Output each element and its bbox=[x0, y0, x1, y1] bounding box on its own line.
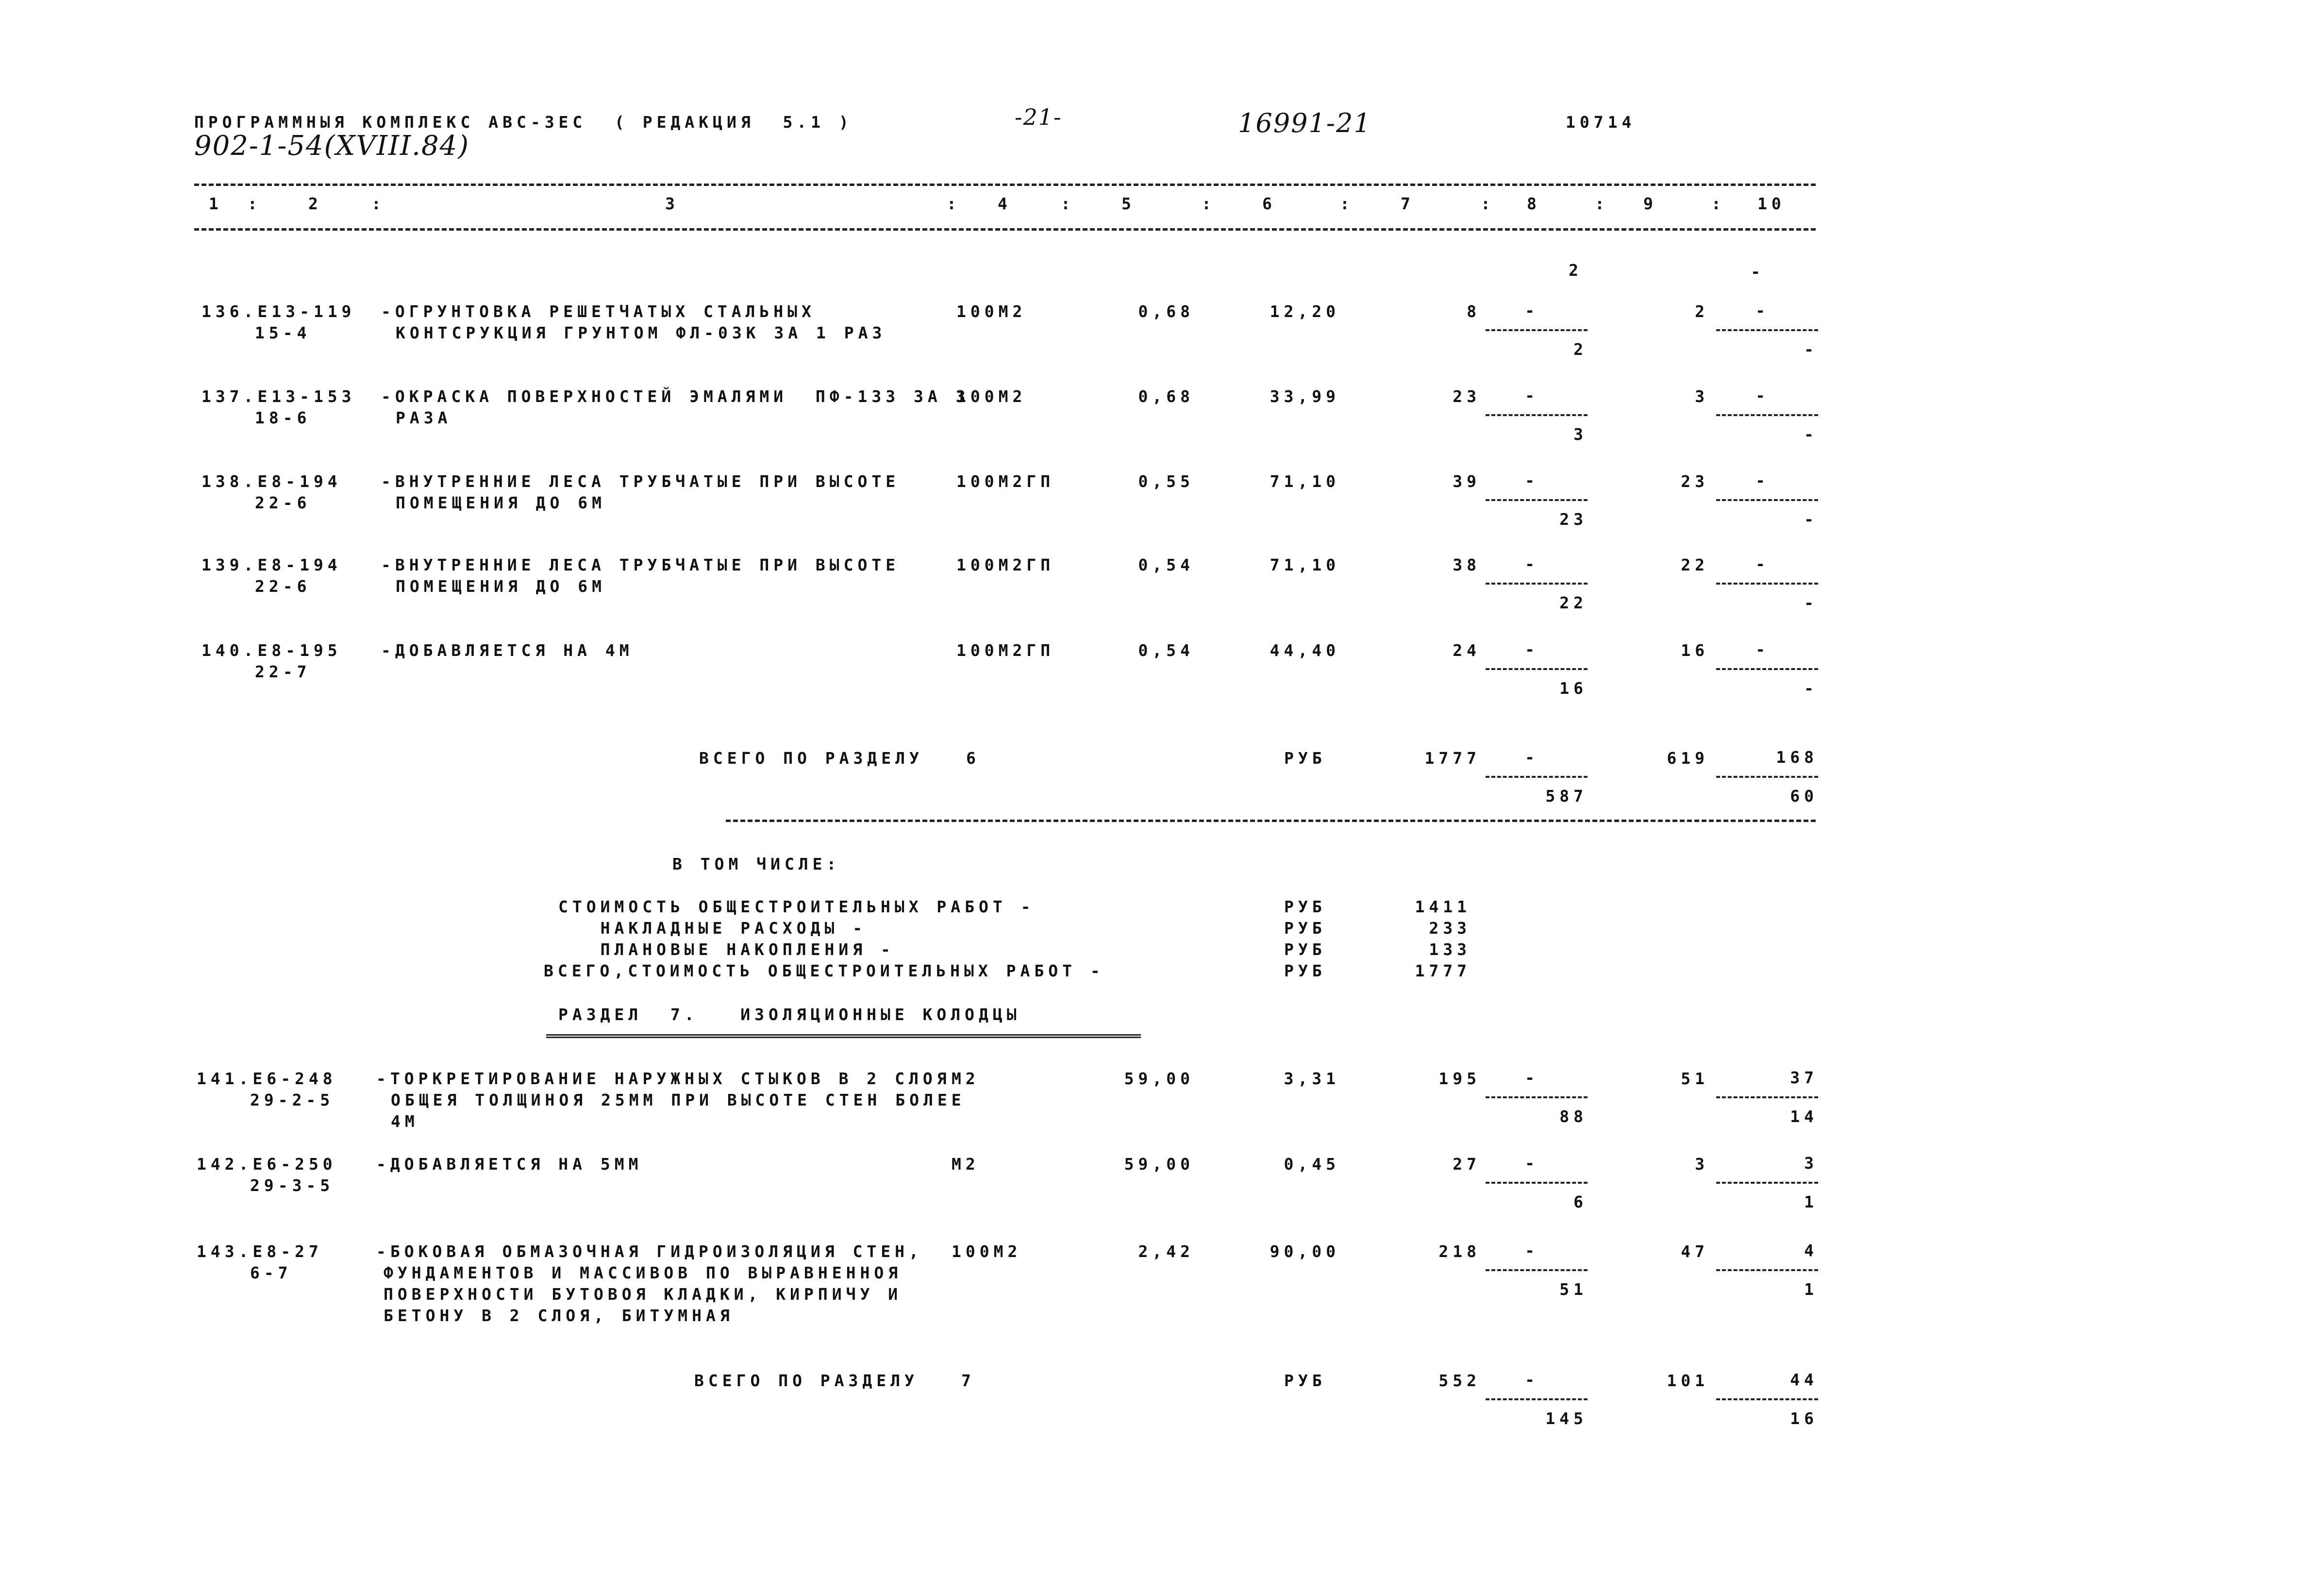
row-c10-top: - bbox=[1756, 301, 1770, 320]
row-c8-top: - bbox=[1525, 471, 1539, 490]
carry-c8: 2 bbox=[1569, 261, 1583, 280]
total-c8-bar bbox=[1486, 776, 1588, 778]
row-desc: -ТОРКРЕТИРОВАНИЕ НАРУЖНЫХ СТЫКОВ В 2 СЛОЯ bbox=[376, 1069, 951, 1088]
breakdown-label: ПЛАНОВЫЕ НАКОПЛЕНИЯ - bbox=[558, 940, 895, 959]
breakdown-value: 1411 bbox=[1415, 897, 1471, 916]
row-subcode: 29-3-5 bbox=[250, 1176, 334, 1195]
row-c7: 38 bbox=[1453, 555, 1481, 574]
row-c10-bottom: 1 bbox=[1804, 1192, 1818, 1211]
row-price: 71,10 bbox=[1270, 555, 1340, 574]
row-code: 141.Е6-248 bbox=[197, 1069, 337, 1088]
row-unit: М2 bbox=[952, 1069, 980, 1088]
breakdown-unit: РУБ bbox=[1284, 897, 1326, 916]
row-c10-top: - bbox=[1756, 640, 1770, 659]
row-c7: 39 bbox=[1453, 472, 1481, 491]
total-label: ВСЕГО ПО РАЗДЕЛУ bbox=[699, 749, 923, 768]
row-unit: 100М2ГП bbox=[956, 472, 1055, 491]
row-c7: 23 bbox=[1453, 387, 1481, 406]
row-price: 33,99 bbox=[1270, 387, 1340, 406]
row-qty: 0,55 bbox=[1138, 472, 1194, 491]
row-unit: 100М2 bbox=[956, 387, 1027, 406]
row-desc: -ОГРУНТОВКА РЕШЕТЧАТЫХ СТАЛЬНЫХ bbox=[381, 302, 816, 321]
row-c8 bbox=[1486, 1068, 1588, 1131]
row-c10 bbox=[1716, 1154, 1818, 1217]
col-4: 4 bbox=[998, 194, 1012, 213]
breakdown-label: НАКЛАДНЫЕ РАСХОДЫ - bbox=[558, 919, 867, 938]
row-desc: РАЗА bbox=[396, 408, 452, 427]
row-desc: -ВНУТРЕННИЕ ЛЕСА ТРУБЧАТЫЕ ПРИ ВЫСОТЕ bbox=[381, 472, 900, 491]
row-code: 142.Е6-250 bbox=[197, 1155, 337, 1174]
row-c8-bottom: 16 bbox=[1559, 679, 1588, 698]
total-c8-top: - bbox=[1525, 1370, 1539, 1389]
row-desc: КОНТСРУКЦИЯ ГРУНТОМ ФЛ-03К ЗА 1 РАЗ bbox=[396, 323, 886, 342]
row-desc: БЕТОНУ В 2 СЛОЯ, БИТУМНАЯ bbox=[384, 1306, 734, 1325]
col-sep: : bbox=[371, 194, 385, 213]
row-qty: 2,42 bbox=[1138, 1242, 1194, 1261]
row-c10-bar bbox=[1716, 1269, 1818, 1271]
row-price: 0,45 bbox=[1284, 1155, 1340, 1174]
section-end-rule bbox=[726, 820, 1816, 822]
row-c10-bar bbox=[1716, 1096, 1818, 1098]
row-code: 140.Е8-195 bbox=[201, 641, 342, 660]
col-10: 10 bbox=[1757, 194, 1786, 213]
row-c9: 16 bbox=[1681, 641, 1709, 660]
row-c8-top: - bbox=[1525, 1241, 1539, 1260]
row-subcode: 22-7 bbox=[255, 662, 311, 681]
row-c8-bottom: 22 bbox=[1559, 593, 1588, 612]
col-3: 3 bbox=[665, 194, 679, 213]
row-subcode: 22-6 bbox=[255, 493, 311, 512]
total-unit: РУБ bbox=[1284, 1371, 1326, 1390]
section-title: РАЗДЕЛ 7. ИЗОЛЯЦИОННЫЕ КОЛОДЦЫ bbox=[558, 1005, 1021, 1024]
row-c8-bottom: 88 bbox=[1559, 1107, 1588, 1126]
row-c10-bottom: - bbox=[1804, 593, 1818, 612]
row-qty: 59,00 bbox=[1124, 1155, 1194, 1174]
row-c10-bar bbox=[1716, 583, 1818, 585]
total-c10-top: 44 bbox=[1790, 1370, 1818, 1389]
row-c9: 22 bbox=[1681, 555, 1709, 574]
row-desc: -ДОБАВЛЯЕТСЯ НА 4М bbox=[381, 641, 634, 660]
row-price: 12,20 bbox=[1270, 302, 1340, 321]
row-desc: -ДОБАВЛЯЕТСЯ НА 5ММ bbox=[376, 1155, 643, 1174]
col-sep: : bbox=[1711, 194, 1725, 213]
total-label: ВСЕГО ПО РАЗДЕЛУ bbox=[694, 1371, 919, 1390]
row-c10 bbox=[1716, 1068, 1818, 1131]
total-unit: РУБ bbox=[1284, 749, 1326, 768]
row-c10-top: 37 bbox=[1790, 1068, 1818, 1087]
row-c8-bottom: 2 bbox=[1573, 340, 1588, 359]
row-c8 bbox=[1486, 471, 1588, 534]
breakdown-value: 1777 bbox=[1415, 961, 1471, 980]
handwritten-code: 902-1-54(XVIII.84) bbox=[194, 130, 470, 162]
row-unit: 100М2 bbox=[956, 302, 1027, 321]
col-sep: : bbox=[1481, 194, 1495, 213]
total-c10-bottom: 16 bbox=[1790, 1409, 1818, 1428]
breakdown-value: 233 bbox=[1429, 919, 1471, 938]
row-code: 138.Е8-194 bbox=[201, 472, 342, 491]
row-c10-bar bbox=[1716, 1182, 1818, 1184]
col-sep: : bbox=[1595, 194, 1609, 213]
breakdown-heading: В ТОМ ЧИСЛЕ: bbox=[672, 855, 841, 873]
breakdown-label: СТОИМОСТЬ ОБЩЕСТРОИТЕЛЬНЫХ РАБОТ - bbox=[558, 897, 1035, 916]
row-c10-bottom: - bbox=[1804, 425, 1818, 444]
row-c8-bottom: 3 bbox=[1573, 425, 1588, 444]
col-sep: : bbox=[1340, 194, 1354, 213]
col-1: 1 bbox=[209, 194, 223, 213]
col-2: 2 bbox=[308, 194, 322, 213]
row-c8-top: - bbox=[1525, 386, 1539, 405]
total-section: 6 bbox=[966, 749, 980, 768]
row-c10-top: - bbox=[1756, 386, 1770, 405]
total-c10-bar bbox=[1716, 1398, 1818, 1400]
row-c10 bbox=[1716, 1241, 1818, 1304]
row-desc: -ОКРАСКА ПОВЕРХНОСТЕЙ ЭМАЛЯМИ ПФ-133 ЗА 3 bbox=[381, 387, 970, 406]
row-c8 bbox=[1486, 386, 1588, 449]
row-c8-bar bbox=[1486, 499, 1588, 501]
row-c9: 23 bbox=[1681, 472, 1709, 491]
header-bottom-rule bbox=[194, 228, 1816, 231]
project-code: 16991-21 bbox=[1238, 108, 1371, 138]
col-sep: : bbox=[1202, 194, 1216, 213]
carry-c10: - bbox=[1751, 262, 1765, 281]
row-c10-bottom: - bbox=[1804, 510, 1818, 529]
row-c10-top: - bbox=[1756, 471, 1770, 490]
row-c10-bottom: - bbox=[1804, 679, 1818, 698]
page-number: -21- bbox=[1015, 104, 1062, 130]
row-unit: 100М2ГП bbox=[956, 555, 1055, 574]
row-code: 143.Е8-27 bbox=[197, 1242, 323, 1261]
row-subcode: 29-2-5 bbox=[250, 1090, 334, 1109]
row-c8-top: - bbox=[1525, 1154, 1539, 1173]
row-desc: 4М bbox=[391, 1112, 419, 1131]
row-c10 bbox=[1716, 554, 1818, 618]
row-c10-bottom: - bbox=[1804, 340, 1818, 359]
row-c8-bar bbox=[1486, 668, 1588, 670]
col-sep: : bbox=[1061, 194, 1075, 213]
section-title-rule bbox=[546, 1034, 1141, 1038]
row-c7: 218 bbox=[1438, 1242, 1481, 1261]
col-sep: : bbox=[947, 194, 961, 213]
total-c10 bbox=[1716, 748, 1818, 811]
col-9: 9 bbox=[1643, 194, 1657, 213]
row-c8-bar bbox=[1486, 1096, 1588, 1098]
row-desc: ОБЩЕЯ ТОЛЩИНОЯ 25ММ ПРИ ВЫСОТЕ СТЕН БОЛЕЕ bbox=[391, 1090, 966, 1109]
row-c8 bbox=[1486, 640, 1588, 703]
breakdown-value: 133 bbox=[1429, 940, 1471, 959]
row-c8-top: - bbox=[1525, 554, 1539, 573]
row-c8 bbox=[1486, 554, 1588, 618]
col-6: 6 bbox=[1262, 194, 1276, 213]
row-c10 bbox=[1716, 471, 1818, 534]
row-c10-bar bbox=[1716, 414, 1818, 416]
program-title: ПРОГРАММНЫЯ КОМПЛЕКС АВС-3ЕС ( РЕДАКЦИЯ 5.1 ) bbox=[194, 113, 853, 132]
row-c9: 3 bbox=[1695, 387, 1709, 406]
total-c10 bbox=[1716, 1370, 1818, 1433]
row-code: 139.Е8-194 bbox=[201, 555, 342, 574]
row-c7: 27 bbox=[1453, 1155, 1481, 1174]
row-c10-bottom: 1 bbox=[1804, 1280, 1818, 1299]
row-c8-top: - bbox=[1525, 1068, 1539, 1087]
row-unit: 100М2 bbox=[952, 1242, 1022, 1261]
total-section: 7 bbox=[961, 1371, 975, 1390]
row-qty: 0,54 bbox=[1138, 641, 1194, 660]
row-qty: 59,00 bbox=[1124, 1069, 1194, 1088]
row-c8-top: - bbox=[1525, 640, 1539, 659]
row-c8-bottom: 23 bbox=[1559, 510, 1588, 529]
row-price: 71,10 bbox=[1270, 472, 1340, 491]
row-c10 bbox=[1716, 301, 1818, 364]
row-subcode: 18-6 bbox=[255, 408, 311, 427]
row-price: 44,40 bbox=[1270, 641, 1340, 660]
row-subcode: 15-4 bbox=[255, 323, 311, 342]
total-c8-bottom: 145 bbox=[1545, 1409, 1588, 1428]
header-top-rule bbox=[194, 184, 1816, 186]
total-c7: 1777 bbox=[1424, 749, 1481, 768]
row-subcode: 6-7 bbox=[250, 1263, 292, 1282]
row-price: 3,31 bbox=[1284, 1069, 1340, 1088]
breakdown-unit: РУБ bbox=[1284, 961, 1326, 980]
row-qty: 0,68 bbox=[1138, 302, 1194, 321]
row-c10-bar bbox=[1716, 499, 1818, 501]
row-c8-bar bbox=[1486, 414, 1588, 416]
row-c8-bottom: 51 bbox=[1559, 1280, 1588, 1299]
total-c8-top: - bbox=[1525, 748, 1539, 767]
row-c9: 51 bbox=[1681, 1069, 1709, 1088]
row-desc: ФУНДАМЕНТОВ И МАССИВОВ ПО ВЫРАВНЕННОЯ bbox=[384, 1263, 903, 1282]
row-unit: М2 bbox=[952, 1155, 980, 1174]
row-c8 bbox=[1486, 1241, 1588, 1304]
row-c8 bbox=[1486, 1154, 1588, 1217]
row-desc: -БОКОВАЯ ОБМАЗОЧНАЯ ГИДРОИЗОЛЯЦИЯ СТЕН, bbox=[376, 1242, 923, 1261]
breakdown-unit: РУБ bbox=[1284, 919, 1326, 938]
total-c9: 619 bbox=[1667, 749, 1709, 768]
doc-number: 10714 bbox=[1566, 113, 1636, 132]
row-c8-bar bbox=[1486, 1182, 1588, 1184]
row-c10-top: 3 bbox=[1804, 1154, 1818, 1173]
row-c9: 3 bbox=[1695, 1155, 1709, 1174]
row-desc: ПОВЕРХНОСТИ БУТОВОЯ КЛАДКИ, КИРПИЧУ И bbox=[384, 1285, 903, 1304]
total-c8 bbox=[1486, 1370, 1588, 1433]
row-c8-top: - bbox=[1525, 301, 1539, 320]
total-c8-bottom: 587 bbox=[1545, 787, 1588, 805]
total-c9: 101 bbox=[1667, 1371, 1709, 1390]
row-code: 137.Е13-153 bbox=[201, 387, 356, 406]
row-c9: 2 bbox=[1695, 302, 1709, 321]
col-sep: : bbox=[248, 194, 262, 213]
row-price: 90,00 bbox=[1270, 1242, 1340, 1261]
row-code: 136.Е13-119 bbox=[201, 302, 356, 321]
col-7: 7 bbox=[1401, 194, 1415, 213]
total-c8-bar bbox=[1486, 1398, 1588, 1400]
row-c7: 24 bbox=[1453, 641, 1481, 660]
total-c10-bottom: 60 bbox=[1790, 787, 1818, 805]
row-c7: 8 bbox=[1467, 302, 1481, 321]
row-desc: -ВНУТРЕННИЕ ЛЕСА ТРУБЧАТЫЕ ПРИ ВЫСОТЕ bbox=[381, 555, 900, 574]
row-c8 bbox=[1486, 301, 1588, 364]
row-c10-bar bbox=[1716, 329, 1818, 331]
row-c10-bottom: 14 bbox=[1790, 1107, 1818, 1126]
row-desc: ПОМЕЩЕНИЯ ДО 6М bbox=[396, 493, 606, 512]
row-c9: 47 bbox=[1681, 1242, 1709, 1261]
total-c7: 552 bbox=[1438, 1371, 1481, 1390]
col-8: 8 bbox=[1527, 194, 1541, 213]
row-c10-top: - bbox=[1756, 554, 1770, 573]
row-subcode: 22-6 bbox=[255, 577, 311, 596]
row-c7: 195 bbox=[1438, 1069, 1481, 1088]
row-c8-bottom: 6 bbox=[1573, 1192, 1588, 1211]
total-c10-bar bbox=[1716, 776, 1818, 778]
row-c10 bbox=[1716, 640, 1818, 703]
row-desc: ПОМЕЩЕНИЯ ДО 6М bbox=[396, 577, 606, 596]
breakdown-label: ВСЕГО,СТОИМОСТЬ ОБЩЕСТРОИТЕЛЬНЫХ РАБОТ - bbox=[544, 961, 1104, 980]
total-c8 bbox=[1486, 748, 1588, 811]
row-c10-bar bbox=[1716, 668, 1818, 670]
row-qty: 0,68 bbox=[1138, 387, 1194, 406]
row-c8-bar bbox=[1486, 1269, 1588, 1271]
breakdown-unit: РУБ bbox=[1284, 940, 1326, 959]
row-c10 bbox=[1716, 386, 1818, 449]
row-c10-top: 4 bbox=[1804, 1241, 1818, 1260]
row-qty: 0,54 bbox=[1138, 555, 1194, 574]
col-5: 5 bbox=[1121, 194, 1136, 213]
total-c10-top: 168 bbox=[1776, 748, 1818, 767]
row-c8-bar bbox=[1486, 329, 1588, 331]
row-c8-bar bbox=[1486, 583, 1588, 585]
row-unit: 100М2ГП bbox=[956, 641, 1055, 660]
